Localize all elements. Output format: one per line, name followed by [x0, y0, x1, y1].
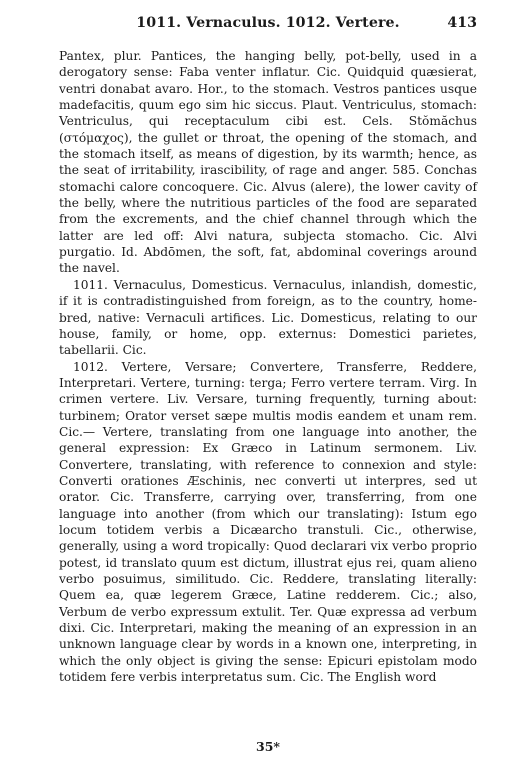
paragraph-1011-vernaculus: 1011. Vernaculus, Domesticus. Vernaculus, inlandish, domestic, if it is contradistinguished from foreign, as to the country, home-bred, native: Vernaculi artifices. Lic. Domesticus, relating to our house, family, or home, opp. externus: Domestici parietes, tabellarii. Cic.: [59, 277, 477, 358]
page-body: [59, 48, 477, 685]
paragraph-1012-vertere: 1012. Vertere, Versare; Convertere, Transferre, Reddere, Interpretari. Vertere, turning: terga; Ferro vertere terram. Virg. In crimen vertere. Liv. Versare, turning frequently, turning about: turbinem; Orator verset sæpe multis modis eandem et unam rem. Cic.— Vertere, translating from one language into another, the general expression: Ex Græco in Latinum sermonem. Liv. Convertere, translating, with reference to connexion and style: Converti orationes Æschinis, nec converti ut interpres, sed ut orator. Cic. Transferre, carrying over, transferring, from one language into another (from which our translating): Istum ego locum totidem verbis a Dicæarcho transtuli. Cic., otherwise, generally, using a word tropically: Quod declarari vix verbo proprio potest, id translato quum est dictum, illustrat ejus rei, quam alieno verbo posuimus, similitudo. Cic. Reddere, translating literally: Quem ea, quæ legerem Græce, Latine redderem. Cic.; also, Verbum de verbo expressum extulit. Ter. Quæ expressa ad verbum dixi. Cic. Interpretari, making the meaning of an expression in an unknown language clear by words in a known one, interpreting, in which the only object is giving the sense: Epicuri epistolam modo totidem fere verbis interpretatus sum. Cic. The English word: [59, 359, 477, 685]
book-page: [59, 12, 477, 757]
running-title: 1011. Vernaculus. 1012. Vertere.: [136, 15, 400, 31]
running-header: [59, 12, 477, 34]
paragraph-pantex: Pantex, plur. Pantices, the hanging belly, pot-belly, used in a derogatory sense: Faba venter inflatur. Cic. Quidquid quæsierat, ventri donabat avaro. Hor., to the stomach. Vestros pantices usque madefacitis, quum ego sim hic siccus. Plaut. Ventriculus, stomach: Ventriculus, qui receptaculum cibi est. Cels. Stŏmăchus (στόμαχος), the gullet or throat, the opening of the stomach, and the stomach itself, as means of digestion, by its warmth; hence, as the seat of irritability, irascibility, of rage and anger. 585. Conchas stomachi calore concoquere. Cic. Alvus (alere), the lower cavity of the belly, where the nutritious particles of the food are separated from the excrements, and the chief channel through which the latter are led off: Alvi natura, subjecta stomacho. Cic. Alvi purgatio. Id. Abdōmen, the soft, fat, abdominal coverings around the navel.: [59, 49, 477, 276]
signature-mark: 35*: [256, 739, 280, 754]
page-number: 413: [447, 15, 477, 31]
